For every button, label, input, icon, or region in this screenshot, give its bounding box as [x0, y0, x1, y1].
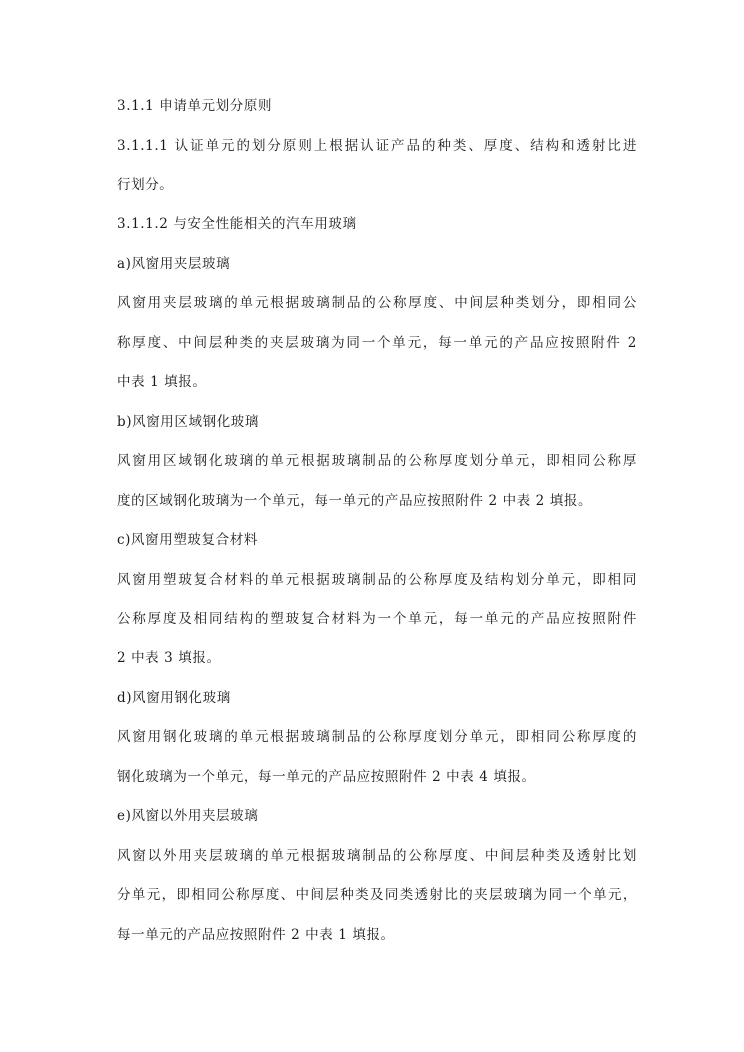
paragraph-line: 风窗用夹层玻璃的单元根据玻璃制品的公称厚度、中间层种类划分，即相同公 [117, 295, 637, 311]
paragraph-line: 中表 1 填报。 [117, 374, 207, 390]
paragraph-line: 风窗以外用夹层玻璃的单元根据玻璃制品的公称厚度、中间层种类及透射比划 [117, 848, 637, 864]
section-heading-3-1-1: 3.1.1 申请单元划分原则 [117, 98, 273, 114]
paragraph-line: 公称厚度及相同结构的塑玻复合材料为一个单元，每一单元的产品应按照附件 [117, 611, 637, 627]
paragraph-line: 3.1.1.1 认证单元的划分原则上根据认证产品的种类、厚度、结构和透射比进 [117, 138, 637, 154]
paragraph-line: 风窗用塑玻复合材料的单元根据玻璃制品的公称厚度及结构划分单元，即相同 [117, 572, 637, 588]
paragraph-line: 风窗用钢化玻璃的单元根据玻璃制品的公称厚度划分单元，即相同公称厚度的 [117, 729, 637, 745]
subheading-a: a)风窗用夹层玻璃 [117, 256, 231, 272]
paragraph-line: 度的区域钢化玻璃为一个单元，每一单元的产品应按照附件 2 中表 2 填报。 [117, 493, 593, 509]
paragraph-line: 2 中表 3 填报。 [117, 650, 221, 666]
subheading-d: d)风窗用钢化玻璃 [117, 690, 231, 706]
paragraph-line: 钢化玻璃为一个单元，每一单元的产品应按照附件 2 中表 4 填报。 [117, 769, 536, 785]
paragraph-line: 分单元，即相同公称厚度、中间层种类及同类透射比的夹层玻璃为同一个单元， [117, 887, 637, 903]
paragraph-line: 行划分。 [117, 177, 174, 193]
subheading-b: b)风窗用区域钢化玻璃 [117, 414, 260, 430]
subheading-e: e)风窗以外用夹层玻璃 [117, 808, 259, 824]
paragraph-line: 称厚度、中间层种类的夹层玻璃为同一个单元，每一单元的产品应按照附件 2 [117, 335, 637, 351]
section-heading-3-1-1-2: 3.1.1.2 与安全性能相关的汽车用玻璃 [117, 216, 357, 232]
paragraph-line: 风窗用区域钢化玻璃的单元根据玻璃制品的公称厚度划分单元，即相同公称厚 [117, 453, 637, 469]
paragraph-line: 每一单元的产品应按照附件 2 中表 1 填报。 [117, 927, 395, 943]
subheading-c: c)风窗用塑玻复合材料 [117, 532, 258, 548]
